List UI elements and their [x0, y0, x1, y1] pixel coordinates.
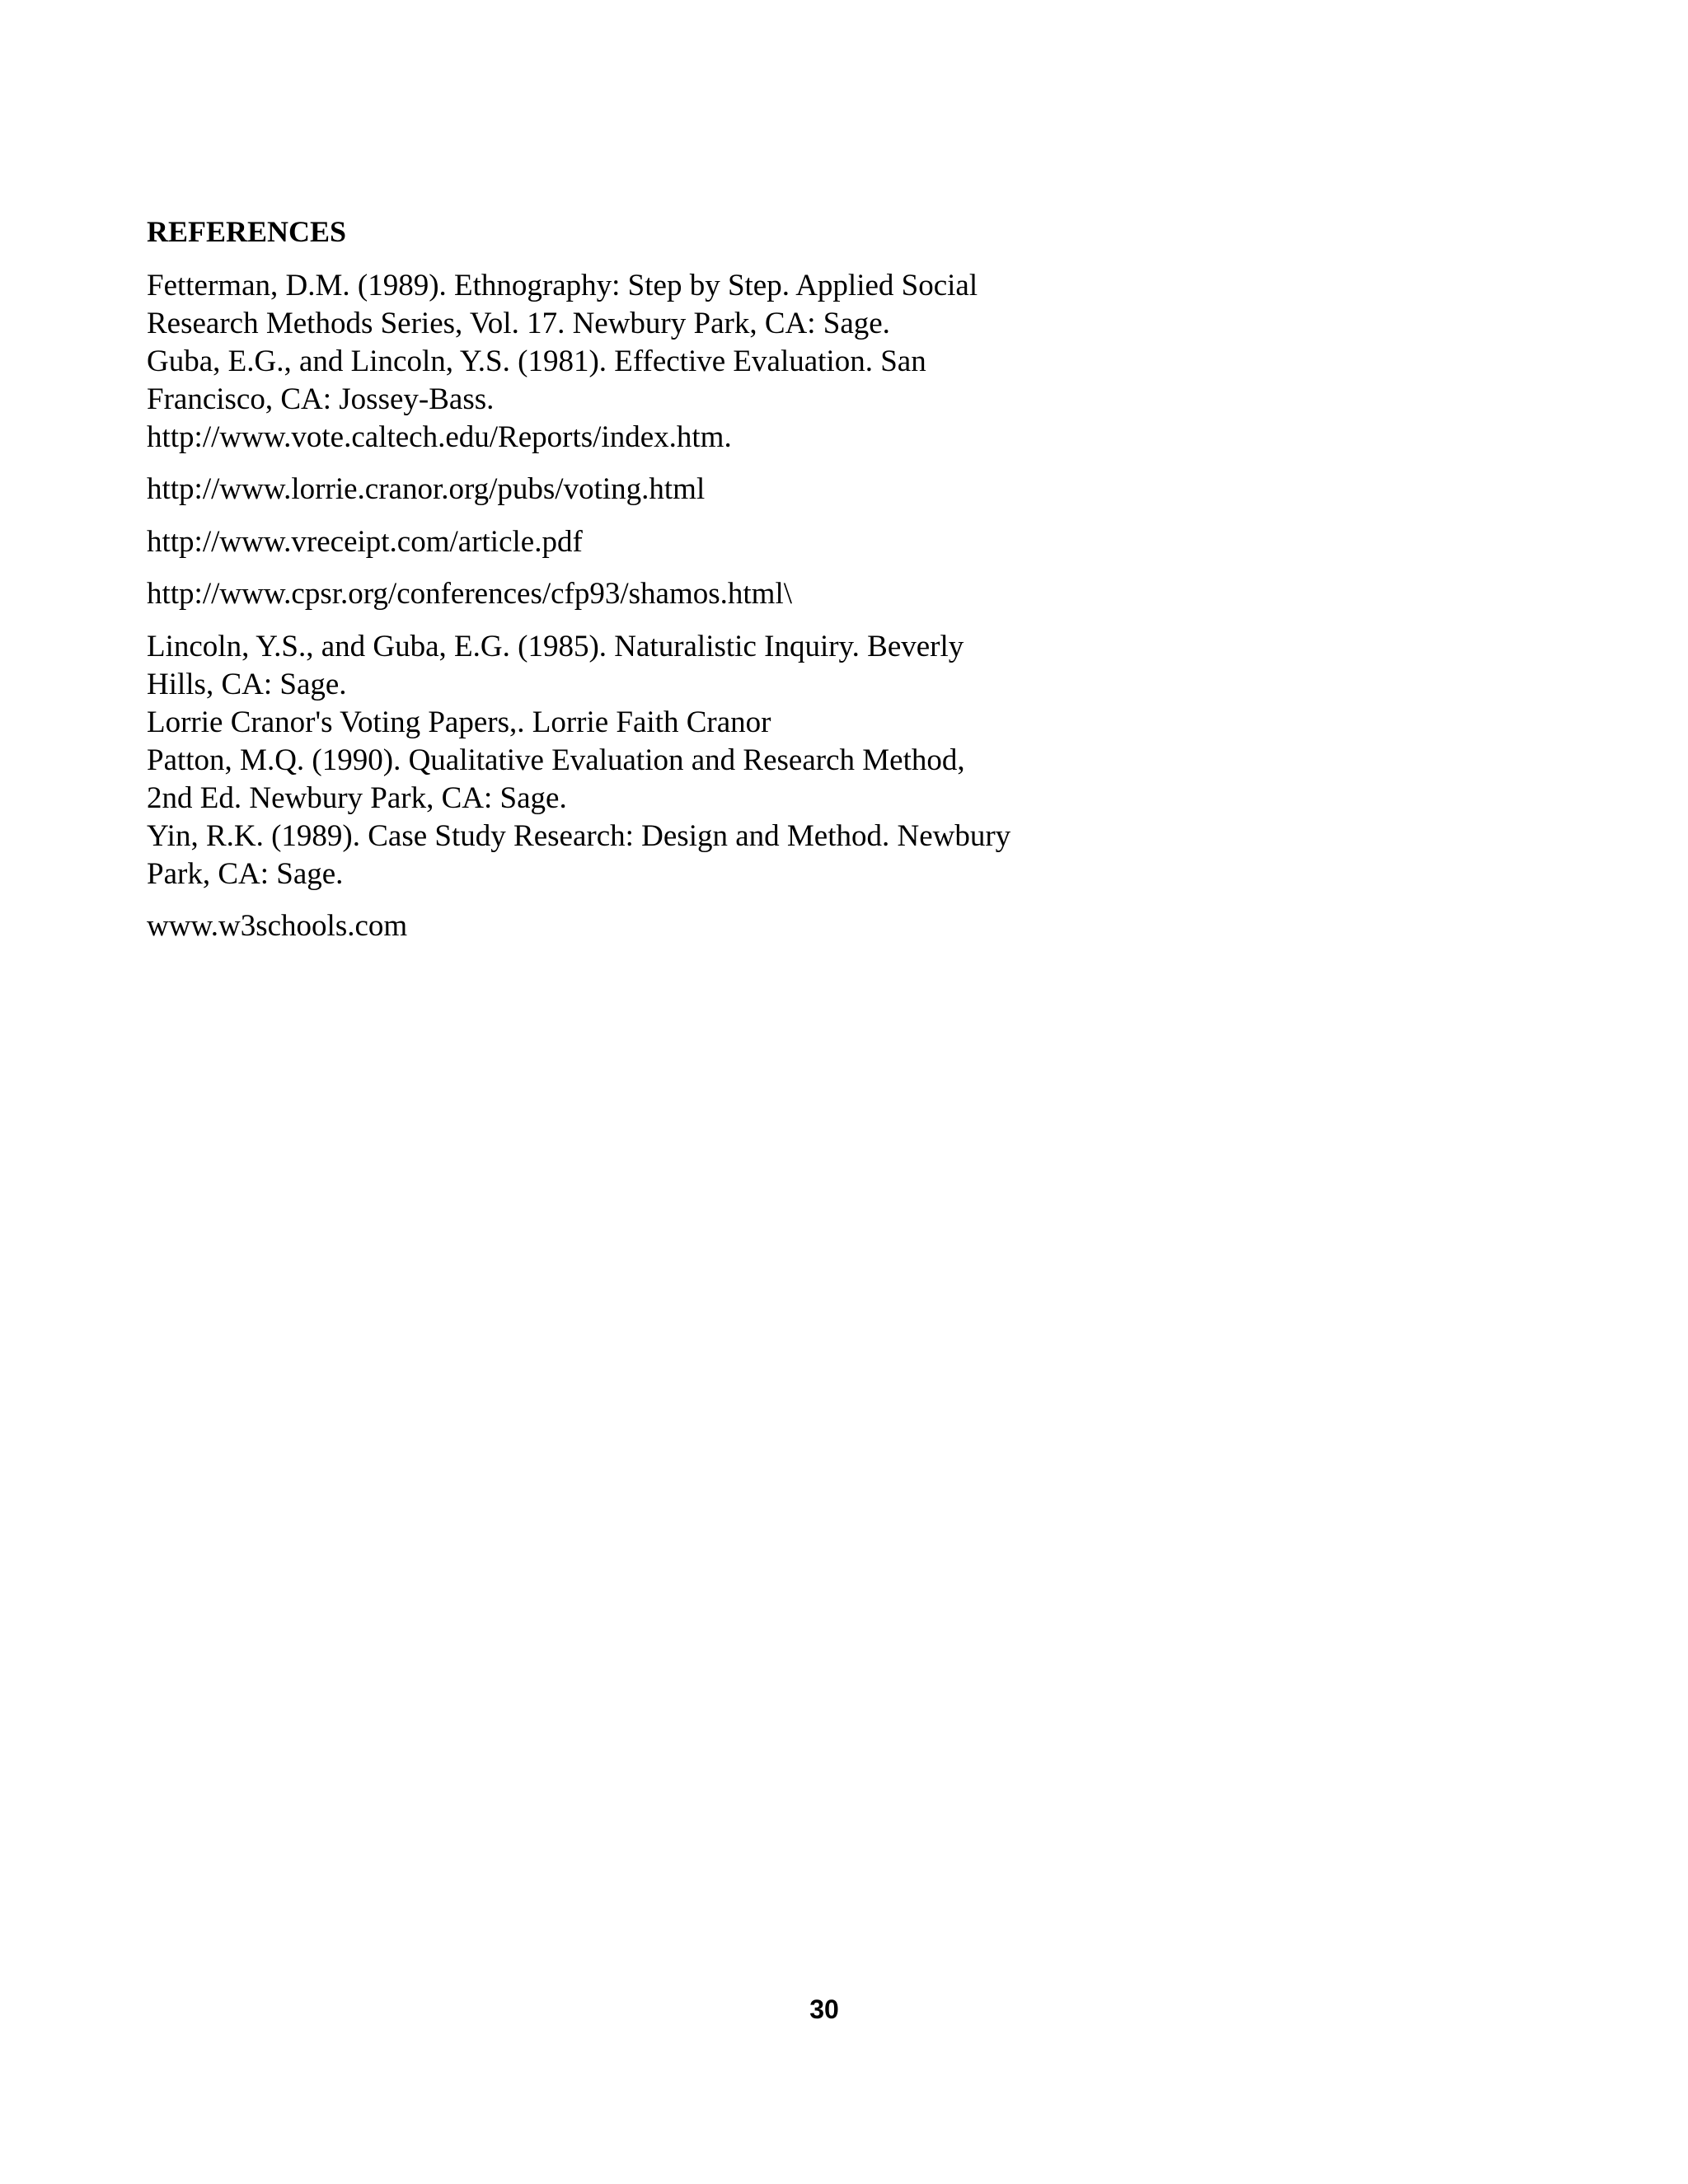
- reference-url-w3schools: www.w3schools.com: [147, 909, 408, 943]
- reference-line-cranor-papers: Lorrie Cranor's Voting Papers,. Lorrie Faith Cranor: [147, 705, 771, 739]
- reference-line-patton-2: 2nd Ed. Newbury Park, CA: Sage.: [147, 781, 567, 815]
- page-number: 30: [809, 1994, 839, 2024]
- reference-url-vreceipt: http://www.vreceipt.com/article.pdf: [147, 525, 583, 559]
- reference-line-fetterman-2: Research Methods Series, Vol. 17. Newbury Park, CA: Sage.: [147, 307, 890, 340]
- references-heading: REFERENCES: [147, 215, 347, 248]
- reference-line-lincoln-1: Lincoln, Y.S., and Guba, E.G. (1985). Naturalistic Inquiry. Beverly: [147, 630, 964, 663]
- reference-line-fetterman-1: Fetterman, D.M. (1989). Ethnography: Step by Step. Applied Social: [147, 269, 978, 302]
- reference-line-guba-1: Guba, E.G., and Lincoln, Y.S. (1981). Effective Evaluation. San: [147, 344, 926, 378]
- reference-url-cranor: http://www.lorrie.cranor.org/pubs/voting.html: [147, 472, 706, 506]
- reference-line-patton-1: Patton, M.Q. (1990). Qualitative Evaluation and Research Method,: [147, 743, 965, 777]
- reference-line-lincoln-2: Hills, CA: Sage.: [147, 668, 347, 701]
- reference-line-guba-2: Francisco, CA: Jossey-Bass.: [147, 382, 495, 416]
- reference-line-yin-2: Park, CA: Sage.: [147, 857, 344, 891]
- reference-line-yin-1: Yin, R.K. (1989). Case Study Research: Design and Method. Newbury: [147, 819, 1011, 853]
- reference-url-cpsr: http://www.cpsr.org/conferences/cfp93/shamos.html\: [147, 577, 793, 611]
- reference-url-caltech: http://www.vote.caltech.edu/Reports/index.htm.: [147, 420, 732, 454]
